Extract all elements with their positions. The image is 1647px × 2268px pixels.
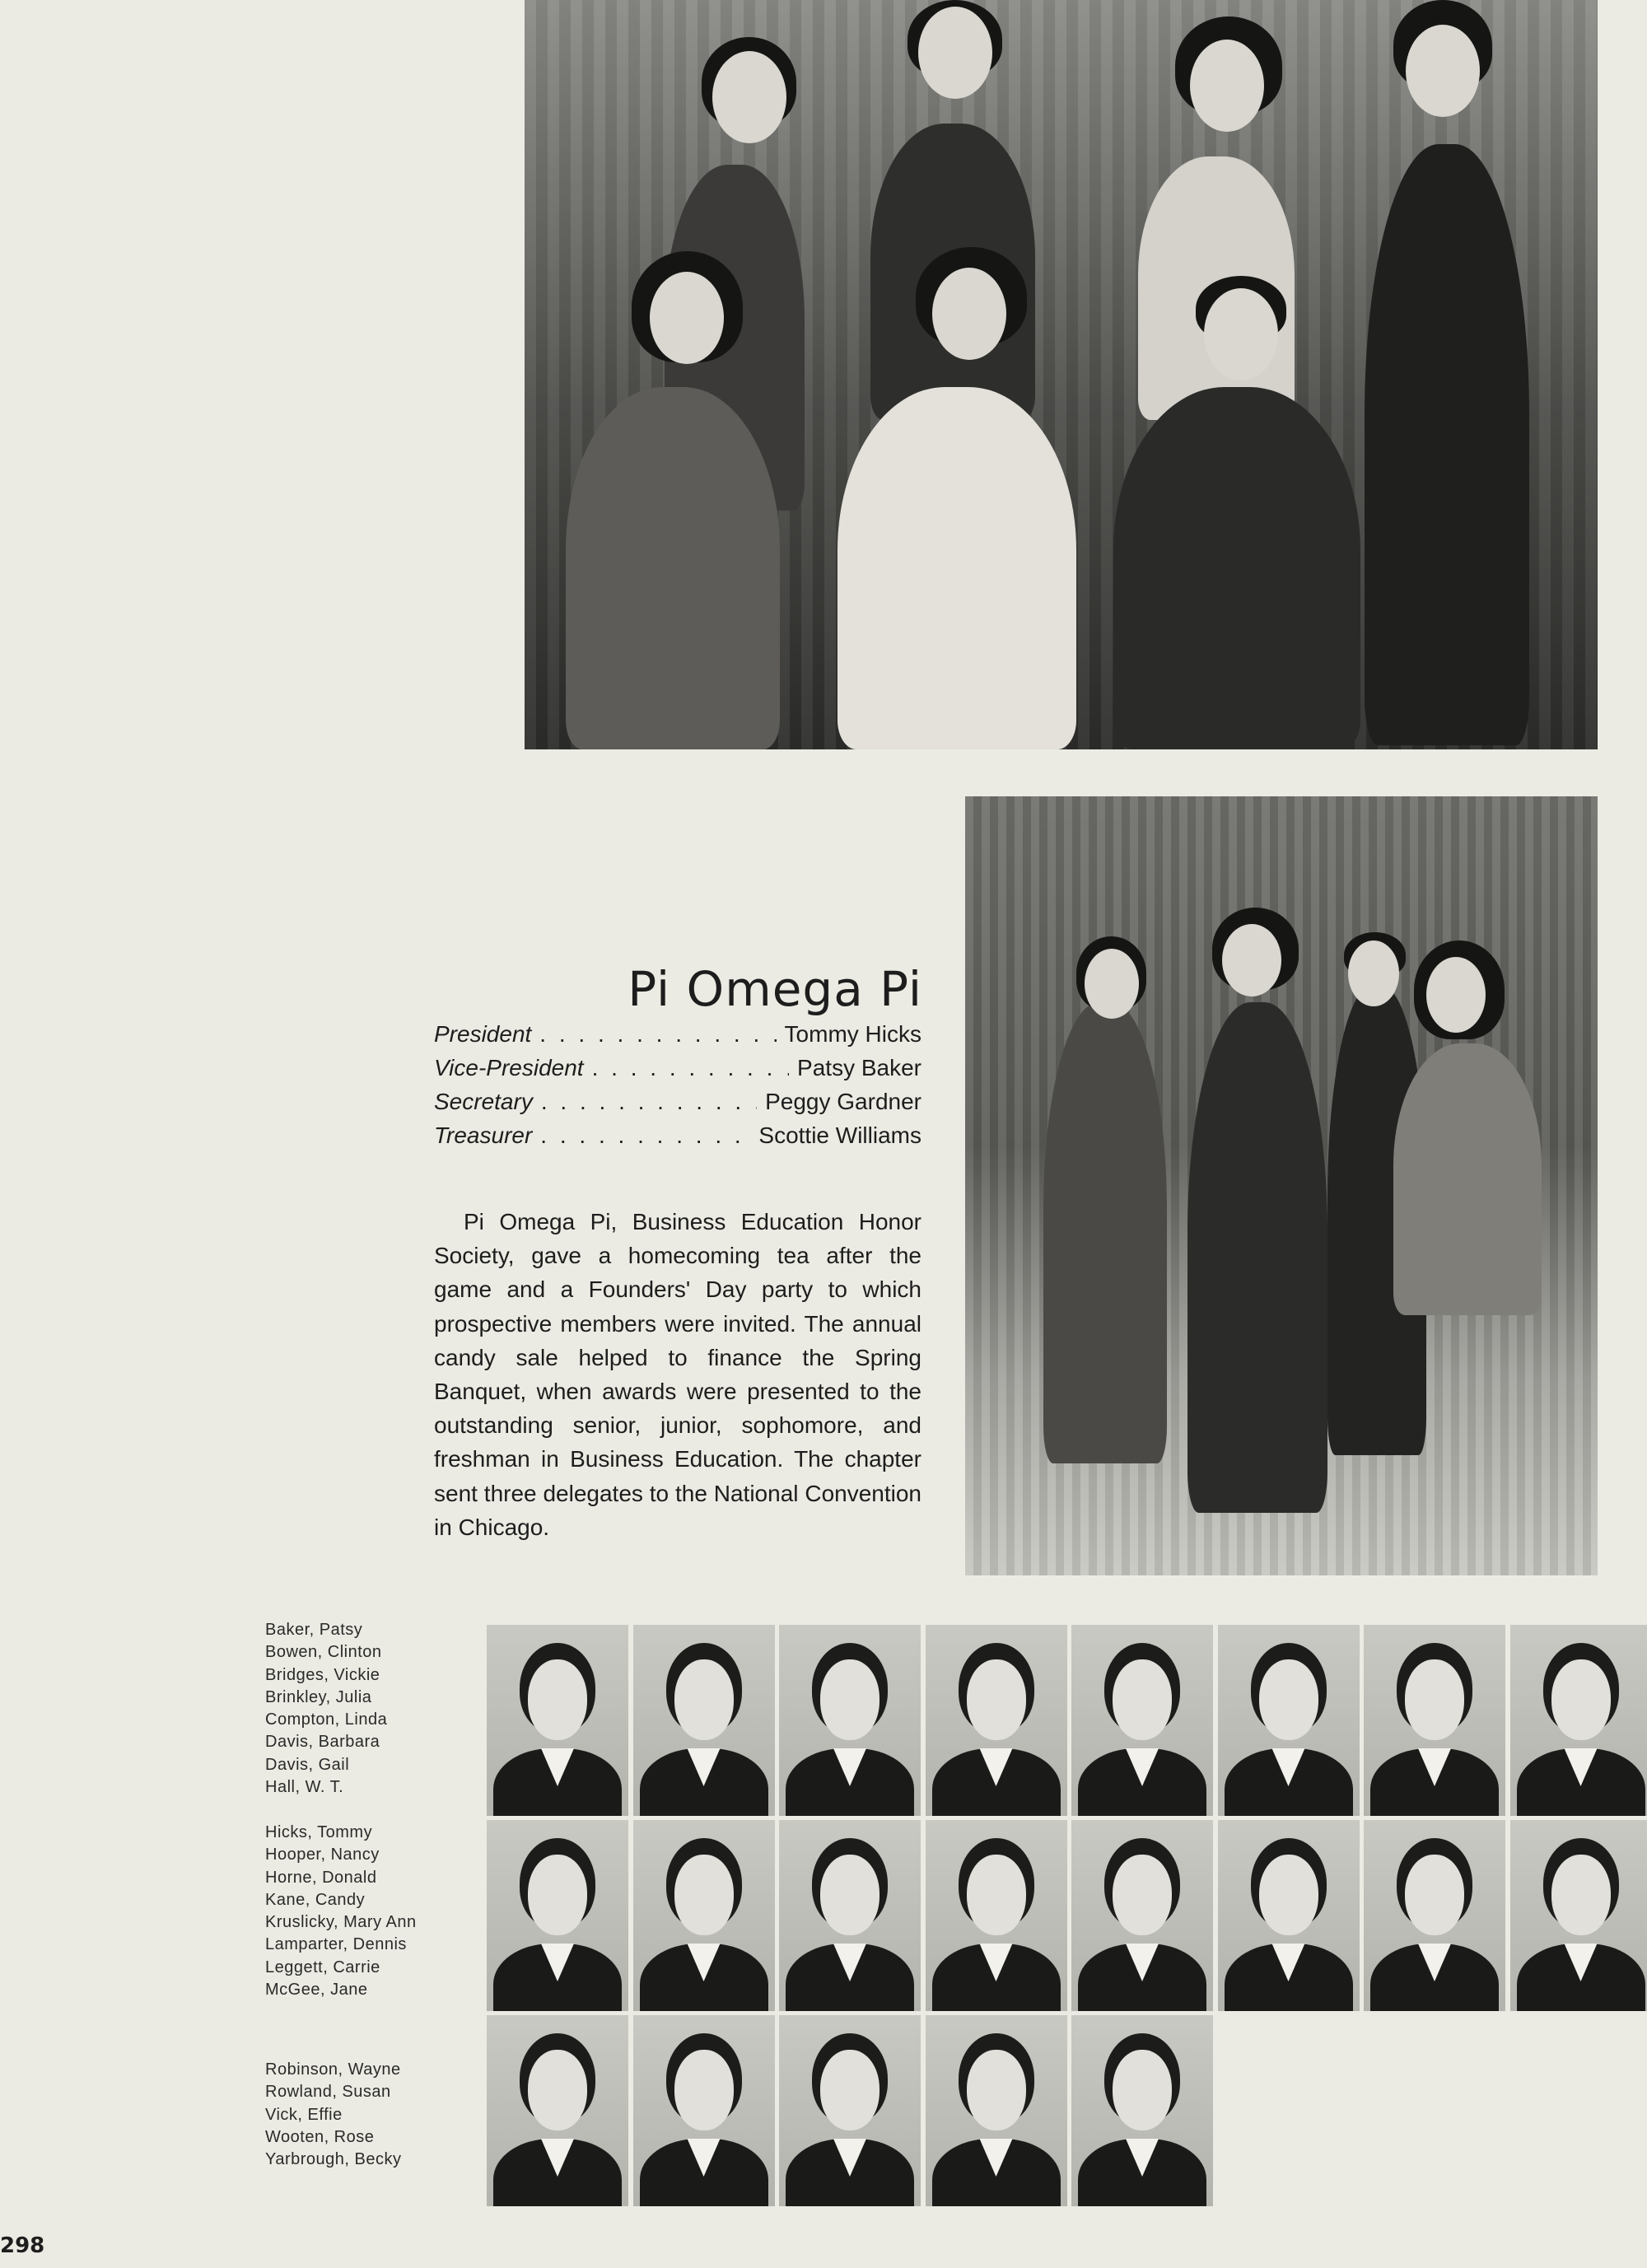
roster-names-row-2 xyxy=(265,1822,455,2001)
officer-row-vice-president xyxy=(434,1055,921,1089)
roster-name: Hicks, Tommy xyxy=(265,1823,373,1841)
roster-name: Kruslicky, Mary Ann xyxy=(265,1913,417,1932)
officer-name: Peggy Gardner xyxy=(765,1089,921,1114)
portrait-face xyxy=(967,1855,1026,1935)
portrait-face xyxy=(674,1659,734,1740)
page-number: 298 xyxy=(0,2233,45,2258)
portrait-face xyxy=(1405,1659,1464,1740)
portrait-photo xyxy=(926,1625,1067,1816)
officers-list xyxy=(434,1021,921,1156)
officer-name: Tommy Hicks xyxy=(784,1021,921,1047)
officer-role: Treasurer xyxy=(434,1122,533,1148)
portrait-photo xyxy=(1071,2015,1213,2206)
roster-name: Baker, Patsy xyxy=(265,1621,363,1639)
portrait-photo xyxy=(487,2015,628,2206)
roster-name: Yarbrough, Becky xyxy=(265,2150,402,2169)
portrait-face xyxy=(1551,1659,1611,1740)
officer-row-treasurer xyxy=(434,1122,921,1156)
portrait-face xyxy=(820,1659,879,1740)
portrait-photo xyxy=(1510,1820,1647,2011)
roster-name: McGee, Jane xyxy=(265,1981,368,2000)
leader-dots xyxy=(540,1122,750,1149)
officer-name: Scottie Williams xyxy=(758,1122,921,1148)
portrait-face xyxy=(674,1855,734,1935)
portrait-face xyxy=(1259,1855,1318,1935)
roster-name: Brinkley, Julia xyxy=(265,1687,372,1706)
portrait-photo xyxy=(779,2015,921,2206)
portrait-photo xyxy=(1364,1820,1505,2011)
portrait-photo xyxy=(487,1625,628,1816)
roster-name: Rowland, Susan xyxy=(265,2083,391,2102)
portrait-face xyxy=(1259,1659,1318,1740)
portrait-photo xyxy=(633,1625,775,1816)
organization-title: Pi Omega Pi xyxy=(628,960,922,1017)
portrait-face xyxy=(674,2050,734,2130)
roster-name: Wooten, Rose xyxy=(265,2127,375,2146)
officer-row-president xyxy=(434,1021,921,1055)
portrait-photo xyxy=(1071,1625,1213,1816)
officer-row-secretary xyxy=(434,1089,921,1122)
roster-name: Vick, Effie xyxy=(265,2105,343,2124)
portrait-photo xyxy=(779,1625,921,1816)
portrait-face xyxy=(1113,2050,1172,2130)
roster-name: Hall, W. T. xyxy=(265,1778,344,1797)
roster-name: Horne, Donald xyxy=(265,1868,377,1887)
roster-name: Robinson, Wayne xyxy=(265,2060,401,2079)
roster-name: Davis, Barbara xyxy=(265,1733,380,1752)
roster-name: Bowen, Clinton xyxy=(265,1643,382,1662)
portrait-photo xyxy=(1510,1625,1647,1816)
roster-name: Compton, Linda xyxy=(265,1710,388,1729)
leader-dots xyxy=(541,1089,757,1115)
portrait-photo xyxy=(1218,1820,1360,2011)
portrait-face xyxy=(1113,1855,1172,1935)
portrait-photo xyxy=(926,1820,1067,2011)
officer-name: Patsy Baker xyxy=(797,1055,921,1080)
roster-name: Bridges, Vickie xyxy=(265,1665,380,1684)
roster-names-row-3 xyxy=(265,2059,455,2171)
portrait-face xyxy=(820,1855,879,1935)
leader-dots xyxy=(592,1055,789,1081)
officer-role: Vice-President xyxy=(434,1055,584,1080)
portrait-photo xyxy=(487,1820,628,2011)
portrait-face xyxy=(820,2050,879,2130)
group-photo-officers xyxy=(525,0,1598,749)
portrait-photo xyxy=(1218,1625,1360,1816)
portrait-photo xyxy=(779,1820,921,2011)
portrait-face xyxy=(967,2050,1026,2130)
roster-names-row-1 xyxy=(265,1619,455,1799)
portrait-photo xyxy=(926,2015,1067,2206)
portrait-face xyxy=(1405,1855,1464,1935)
leader-dots xyxy=(539,1021,776,1048)
portrait-photo xyxy=(1071,1820,1213,2011)
portrait-photo xyxy=(633,1820,775,2011)
portrait-face xyxy=(1113,1659,1172,1740)
portrait-face xyxy=(967,1659,1026,1740)
roster-name: Leggett, Carrie xyxy=(265,1958,380,1976)
officer-role: Secretary xyxy=(434,1089,533,1114)
portrait-photo xyxy=(633,2015,775,2206)
description-paragraph: Pi Omega Pi, Business Education Honor Society, gave a homecoming tea after the game and a Founders' Day party to which prospective members were invited. The annual candy sale helped to finance the Spring Banquet, when awards were presented to the outstanding senior, junior, sophomore, and freshman in Business Education. The chapter sent three delegates to the National Convention in Chicago. xyxy=(434,1209,921,1540)
roster-name: Hooper, Nancy xyxy=(265,1846,380,1864)
portrait-photo xyxy=(1364,1625,1505,1816)
group-photo-candid xyxy=(965,796,1598,1575)
portrait-face xyxy=(528,1659,587,1740)
officer-role: President xyxy=(434,1021,532,1047)
portrait-face xyxy=(1551,1855,1611,1935)
portrait-face xyxy=(528,2050,587,2130)
roster-name: Davis, Gail xyxy=(265,1755,350,1774)
roster-name: Lamparter, Dennis xyxy=(265,1935,407,1954)
portrait-face xyxy=(528,1855,587,1935)
roster-name: Kane, Candy xyxy=(265,1890,366,1909)
